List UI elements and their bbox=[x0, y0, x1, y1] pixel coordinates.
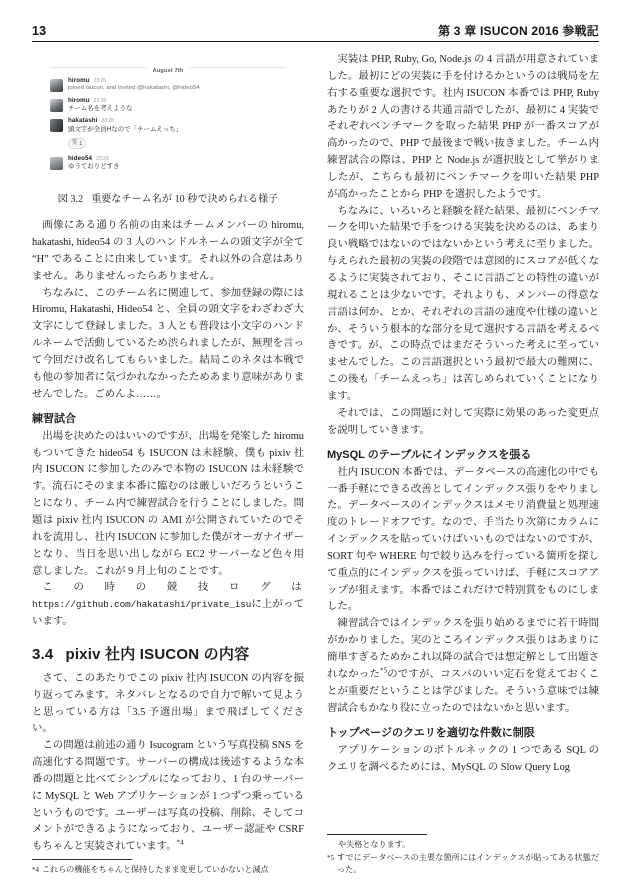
paragraph: 社内 ISUCON 本番では、データベースの高速化の中でも一番手軽にできる改善としてインデックス張りをやりました。データベースのインデックスはメモリ消費量と処理速度のトレードオフです。なので、手当たり次第にカラムにインデックスを貼っていけばいいものではないのですが、SORT 句や WHERE 句で絞り込みを行っている箇所を探して重点的にインデックスを張っていけば、手軽にスコアアップが狙えます。本番ではこれだけで特別賞をものにしました。 bbox=[327, 466, 599, 613]
right-column bbox=[327, 52, 599, 776]
reaction-emoji-icon: 笑 bbox=[72, 140, 78, 147]
reaction-count: 1 bbox=[79, 140, 83, 147]
paragraph: さて、このあたりでこの pixiv 社内 ISUCON の内容を振り返ってみます。ネタバレとなるので自力で解いて見ようと思っている方は「3.5 予選出場」まで飛ばしてください。 bbox=[32, 672, 304, 735]
paragraph: ちなみに、このチーム名に関連して、参加登録の際には Hiromu, Hakatashi, Hideo54 と、全員の頭文字をわざわざ大文字にして登録しました。3 人とも普段は小文字のハンドルネームで活動しているため渋られましたが、無理を言って今回だけ改名してもらいました。結局このネタは本戦でも他の参加者に気づかれなかったためあまり意味がありませんでした。ごめんよ……。 bbox=[32, 287, 304, 400]
message-text: ゆうておりどすき bbox=[68, 162, 120, 170]
footnote-text: これらの機能をちゃんと保持したまま変更していかないと減点 bbox=[42, 864, 269, 874]
subheading-mysql-index: MySQL のテーブルにインデックスを張る bbox=[327, 449, 532, 462]
paragraph-with-footnote bbox=[32, 738, 304, 856]
message-timestamp: 23:28 bbox=[93, 97, 107, 104]
running-head bbox=[32, 22, 599, 39]
footnote-mark: *4 bbox=[32, 865, 39, 874]
message-body bbox=[68, 156, 286, 172]
footnote-ref-4[interactable]: *4 bbox=[176, 838, 184, 847]
message-text: チーム名を考えような bbox=[68, 105, 133, 113]
slack-message bbox=[50, 156, 286, 172]
message-username[interactable]: hiromu bbox=[68, 96, 90, 104]
log-url-part1[interactable]: https://github.com/ bbox=[32, 599, 137, 611]
figure-3-2 bbox=[32, 54, 304, 208]
footnote-item-continuation bbox=[327, 839, 599, 851]
paragraph: アプリケーションのボトルネックの 1 つである SQL のクエリを調べるためには、MySQL の Slow Query Log bbox=[327, 744, 599, 773]
figure-caption-text: 重要なチーム名が 10 秒で決められる様子 bbox=[91, 193, 279, 205]
left-column bbox=[32, 52, 304, 856]
message-text: joined isucon, and invited @hakatashi, @hideo54 bbox=[68, 85, 200, 92]
subheading-toppage-query-limit: トップページのクエリを適切な件数に制限 bbox=[327, 727, 535, 740]
slack-message bbox=[50, 78, 286, 93]
message-timestamp: 23:28 bbox=[101, 118, 114, 125]
paragraph-text: この問題は前述の通り Isucogram という写真投稿 SNS を高速化する問題です。サーバーの構成は後述するような本番の問題と比べてシンプルになっており、1 台のサーバーに MySQL と Web アプリケーションが 1 つずつ乗っているというものです。ユーザーは写真の投稿、削除、そしてコメントができるようになっており、ユーザー認証や CSRF もちゃんと実装されています。 bbox=[32, 740, 304, 853]
section-heading-3-4 bbox=[32, 646, 304, 664]
paragraph: 出場を決めたのはいいのですが、出場を発案した hiromu もついてきた hideo54 も ISUCON は未経験、僕も pixiv 社内 ISUCON に参加したのみで本物の ISUCON は未経験です。流石にそのまま本番に臨むのは厳しいだろうということになり、チーム内で練習試合を行うことにしました。問題は pixiv 社内 ISUCON の AMI が公開されていたのでそれを流用し、社内 ISUCON に参加した僕がオーガナイザーとなり、当日を思い出しながら EC2 サーバーなど色々用意しました。これが 9 月上旬のことです。 bbox=[32, 430, 304, 577]
message-timestamp: 23:26 bbox=[93, 78, 107, 84]
footnote-rule bbox=[327, 834, 427, 835]
paragraph-text-b: のですが、コスパのいい定石を覚えておくことが重要だということは学びました。そういう意味では練習試合もかなり役に立ったのではないかと思います。 bbox=[327, 668, 599, 714]
avatar bbox=[50, 119, 63, 132]
paragraph-with-footnote bbox=[327, 616, 599, 717]
footnote-text: すでにデータベースの主要な箇所にはインデックスが貼ってある状態だった。 bbox=[337, 852, 599, 874]
subheading-practice-match: 練習試合 bbox=[32, 413, 76, 426]
paragraph-log-url bbox=[32, 580, 304, 631]
footnote-rule bbox=[32, 859, 132, 860]
chapter-title: 第 3 章 ISUCON 2016 参戦記 bbox=[438, 24, 599, 38]
paragraph: 画像にある通り名前の由来はチームメンバーの hiromu, hakatashi, hideo54 の 3 人のハンドルネームの頭文字が全て “H” であることに由来しています。それ以外の合意はありません。ありませんったらありません。 bbox=[32, 220, 304, 282]
footnote-item bbox=[32, 864, 304, 876]
paragraph: 実装は PHP, Ruby, Go, Node.js の 4 言語が用意されていました。最初にどの実装に手を付けるかというのは戦局を左右する重要な選択です。社内 ISUCON 本番では PHP, Ruby あたりが 2 人の書ける共通言語でしたが、最初に 4 実装でそれぞれベンチマークを取った結果 PHP が一番スコアが高かったので、PHP で最後まで戦い抜きました。チーム内練習試合の際は、PHP と Node.js が選択肢として挙がりましたが、こちらも最初にベンチマークを叩いた結果 PHP が高かったことから PHP を選択したようです。 bbox=[327, 54, 599, 200]
message-username[interactable]: hiromu bbox=[68, 77, 90, 84]
slack-message bbox=[50, 118, 286, 151]
message-text: 頭文字が全員Hなので「チームえっち」 bbox=[68, 125, 183, 133]
paragraph: ちなみに、いろいろと経験を経た結果、最初にベンチマークを叩いた結果で手をつける実装を決めるのは、あまり良い戦略ではないのではないかという考えに至りました。与えられた最初の実装の段階では意図的にスコアが低くなるように実装されており、そこに言語ごとの特性の違いが現れることは少ないです。それよりも、メンバーの得意な言語は何か、とか、それぞれの言語の速度や仕様の違いとか、そういう根本的な部分を見て選択する言語を考えるべきです。が、この時点ではまだそういった考えに至っていませんでした。この言語選択という最初で最大の難関に、この後も「チームえっち」は苦しめられていくことになります。 bbox=[327, 205, 599, 402]
message-username[interactable]: hideo54 bbox=[68, 154, 93, 162]
day-divider-label: August 7th bbox=[147, 67, 190, 76]
slack-day-divider bbox=[50, 62, 286, 74]
avatar bbox=[50, 99, 63, 112]
page-number: 13 bbox=[32, 24, 47, 38]
message-reaction[interactable] bbox=[68, 138, 86, 149]
message-body bbox=[68, 118, 286, 151]
footnote-area-left bbox=[32, 853, 304, 877]
footnote-area-right bbox=[327, 828, 599, 877]
paragraph-text-a: 練習試合ではインデックスを張り始めるまでに若干時間がかかりました。実のところインデックス張りはあまりに簡単すぎるためかこれ以降の試合では想定解として出題されなかった bbox=[327, 618, 599, 680]
footnote-mark: *5 bbox=[327, 853, 334, 862]
figure-number: 図 3.2 bbox=[57, 193, 84, 205]
section-number: 3.4 bbox=[32, 645, 54, 663]
message-username[interactable]: hakatashi bbox=[68, 117, 98, 125]
log-suffix-text: に上がっています。 bbox=[32, 599, 304, 628]
message-header bbox=[68, 98, 286, 105]
message-header bbox=[68, 118, 286, 125]
log-url-part2[interactable]: hakatashi/private_isu bbox=[136, 599, 252, 611]
message-body bbox=[68, 78, 286, 93]
figure-caption bbox=[32, 192, 304, 208]
message-body bbox=[68, 98, 286, 114]
footnote-ref-5[interactable]: *5 bbox=[380, 666, 387, 675]
avatar bbox=[50, 157, 63, 170]
message-timestamp: 23:29 bbox=[96, 155, 109, 162]
footnote-item bbox=[327, 852, 599, 876]
slack-message bbox=[50, 98, 286, 114]
footnote-text: や失格となります。 bbox=[338, 839, 411, 849]
message-header bbox=[68, 156, 286, 163]
slack-screenshot bbox=[44, 54, 292, 182]
header-rule bbox=[32, 41, 599, 42]
paragraph: それでは、この問題に対して実際に効果のあった変更点を説明していきます。 bbox=[327, 407, 599, 436]
log-prefix-text: この時の競技ログは bbox=[42, 582, 304, 594]
avatar bbox=[50, 79, 63, 92]
section-title: pixiv 社内 ISUCON の内容 bbox=[65, 645, 250, 663]
message-header bbox=[68, 78, 286, 85]
